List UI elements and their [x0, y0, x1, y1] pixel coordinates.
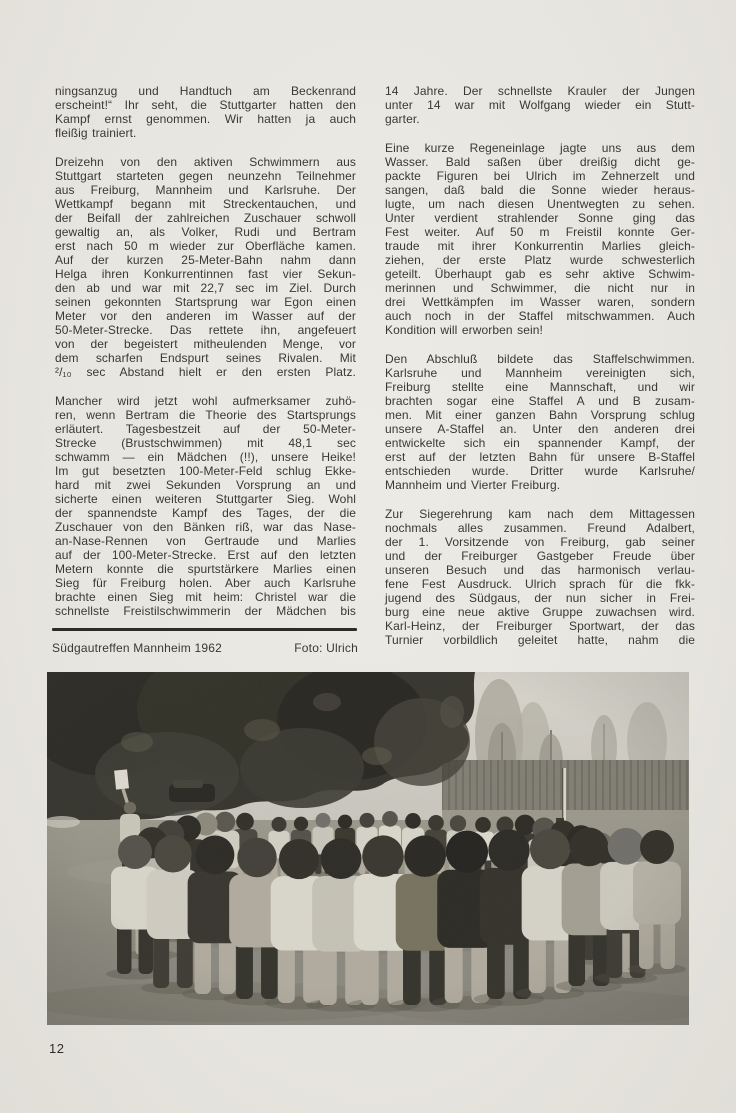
film-grain [47, 672, 689, 1025]
text-line: brachte einen Sieg mit heim: Christel war die [55, 590, 356, 604]
text-line: Dreizehn von den aktiven Schwimmern aus [55, 155, 356, 169]
paragraph [55, 84, 356, 140]
text-line: unter 14 war mit Wolfgang wieder ein Stutt- [385, 98, 695, 112]
text-line: auf der 100-Meter-Strecke. Erst auf den letzten [55, 548, 356, 562]
text-line: von der begeistert mitheulenden Menge, vor [55, 337, 356, 351]
text-line: Mancher wird jetzt wohl aufmerksamer zuhö- [55, 394, 356, 408]
text-line: Karl-Heinz, der Freiburger Sportwart, der das [385, 619, 695, 633]
text-line: fene Fest Ausdruck. Ulrich sprach für die fkk- [385, 577, 695, 591]
text-column-right [385, 84, 695, 647]
caption-divider [52, 628, 357, 631]
text-line: nochmals alles zusammen. Freund Adalbert, [385, 521, 695, 535]
text-line: packte Figuren bei Ulrich im Zehnerzelt und [385, 169, 695, 183]
text-line: erscheint!“ Ihr seht, die Stuttgarter hatten den [55, 98, 356, 112]
text-line: entwickelte sich ein spannender Kampf, der [385, 436, 695, 450]
text-line: auch noch in der Staffel mitschwammen. Auch [385, 309, 695, 323]
paragraph [385, 141, 695, 337]
text-line: sangen, daß bald die Sonne wieder heraus- [385, 183, 695, 197]
text-line: entschieden wurde. Dritter wurde Karlsruhe/ [385, 464, 695, 478]
text-line: ren, wenn Bertram die Theorie des Startsprungs [55, 408, 356, 422]
text-line: erst nach 50 m wieder zur Oberfläche kamen. [55, 239, 356, 253]
text-line: men. Mit einer ganzen Bahn Vorsprung schlug [385, 408, 695, 422]
text-line: Zur Siegerehrung kam nach dem Mittagessen [385, 507, 695, 521]
paragraph [385, 507, 695, 647]
text-line: schwamm — ein Mädchen (!!), unsere Heike! [55, 450, 356, 464]
photo-caption [52, 641, 358, 655]
text-line: 14 Jahre. Der schnellste Krauler der Jungen [385, 84, 695, 98]
text-line: Turnier vorbildlich geleitet hatte, nahm die [385, 633, 695, 647]
text-line: geteilt. Überhaupt gab es sehr aktive Schwim- [385, 267, 695, 281]
text-line: Helga ihren Konkurrentinnen fast vier Sekun- [55, 267, 356, 281]
text-line: brachten sogar eine Staffel A und B zusam- [385, 394, 695, 408]
text-line: an-Nase-Rennen von Gertraude und Marlies [55, 534, 356, 548]
text-line: merinnen und Schwimmer, die nicht nur in [385, 281, 695, 295]
text-line: der Beifall der zahlreichen Zuschauer schwoll [55, 211, 356, 225]
group-photo [47, 672, 689, 1025]
text-line: Freiburg stellte eine Mannschaft, und wir [385, 380, 695, 394]
text-line: Eine kurze Regeneinlage jagte uns aus dem [385, 141, 695, 155]
text-line: Zuschauer von den Bänken riß, war das Nase- [55, 520, 356, 534]
text-line: Kampf ernst genommen. Wir hatten ja auch [55, 112, 356, 126]
text-line: Wasser. Bald saßen über dreißig dicht ge- [385, 155, 695, 169]
paragraph [385, 352, 695, 492]
paragraph [385, 84, 695, 126]
text-line: Mannheim und Vierter Freiburg. [385, 478, 561, 492]
text-line: sicherte einen weiteren Stuttgarter Sieg. Wohl [55, 492, 356, 506]
text-line: erst auf der letzten Bahn für unsere B-Staffel [385, 450, 695, 464]
text-line: ²/₁₀ sec Abstand hielt er den ersten Platz. [55, 365, 356, 379]
text-line: der spannendste Kampf des Tages, der die [55, 506, 356, 520]
caption-title: Südgautreffen Mannheim 1962 [52, 641, 222, 655]
text-line: erläutert. Tagesbestzeit auf der 50-Meter- [55, 422, 356, 436]
text-line: hard mit zwei Sekunden Vorsprung an und [55, 478, 356, 492]
text-line: Meter vor den anderen im Wasser auf der [55, 309, 356, 323]
text-line: Den Abschluß bildete das Staffelschwimmen. [385, 352, 695, 366]
text-line: aus Freiburg, Mannheim und Karlsruhe. Der [55, 183, 356, 197]
text-line: Metern konnte die spurtstärkere Marlies einen [55, 562, 356, 576]
page-number: 12 [49, 1041, 65, 1056]
text-line: drei Wettkämpfen im Wasser waren, sondern [385, 295, 695, 309]
text-line: burg eine neue aktive Gruppe zuwachsen wird. [385, 605, 695, 619]
text-line: unsere A-Staffel an. Unter den anderen drei [385, 422, 695, 436]
text-line: fleißig trainiert. [55, 126, 137, 140]
text-line: Kondition will erworben sein! [385, 323, 543, 337]
text-line: traude mit ihrer Konkurrentin Marlies gleich- [385, 239, 695, 253]
text-line: garter. [385, 112, 420, 126]
text-line: ningsanzug und Handtuch am Beckenrand [55, 84, 356, 98]
text-column-left [55, 84, 356, 618]
text-line: den ab und war mit 22,7 sec im Ziel. Durch [55, 281, 356, 295]
text-line: ziehen, der erste Platz wurde schwesterlich [385, 253, 695, 267]
text-line: und der Freiburger Gastgeber Freude über [385, 549, 695, 563]
text-line: der 1. Vorsitzende von Freiburg, gab seiner [385, 535, 695, 549]
photo-credit: Foto: Ulrich [294, 641, 358, 655]
text-line: Karlsruhe und Mannheim vereinigten sich, [385, 366, 695, 380]
group-photo-svg [47, 672, 689, 1025]
text-line: lugte, um nach diesen Unentwegten zu sehen. [385, 197, 695, 211]
paragraph [55, 394, 356, 618]
text-line: gewaltig an, als Volker, Rudi und Bertram [55, 225, 356, 239]
text-line: seinen gekonnten Startsprung war Egon einen [55, 295, 356, 309]
text-line: Unter verdient strahlender Sonne ging das [385, 211, 695, 225]
text-line: 50-Meter-Strecke. Das rettete ihn, angefeuert [55, 323, 356, 337]
text-line: Fest weiter. Auf 50 m Freistil konnte Ger- [385, 225, 695, 239]
text-line: Auf der kurzen 25-Meter-Bahn nahm dann [55, 253, 356, 267]
text-line: Wettkampf begann mit Streckentauchen, und [55, 197, 356, 211]
text-line: unseren Besuch und das harmonisch verlau- [385, 563, 695, 577]
text-line: jugend des Südgaus, der nun sicher in Frei- [385, 591, 695, 605]
text-line: Strecke (Brustschwimmen) mit 48,1 sec [55, 436, 356, 450]
text-line: Im gut besetzten 100-Meter-Feld schlug Ekke- [55, 464, 356, 478]
paragraph [55, 155, 356, 379]
text-line: dem scharfen Endspurt seines Rivalen. Mit [55, 351, 356, 365]
text-line: schnellste Freistilschwimmerin der Mädchen bis [55, 604, 356, 618]
text-line: Sieg für Freiburg holen. Aber auch Karlsruhe [55, 576, 356, 590]
text-line: Stuttgart starteten gegen neunzehn Teilnehmer [55, 169, 356, 183]
